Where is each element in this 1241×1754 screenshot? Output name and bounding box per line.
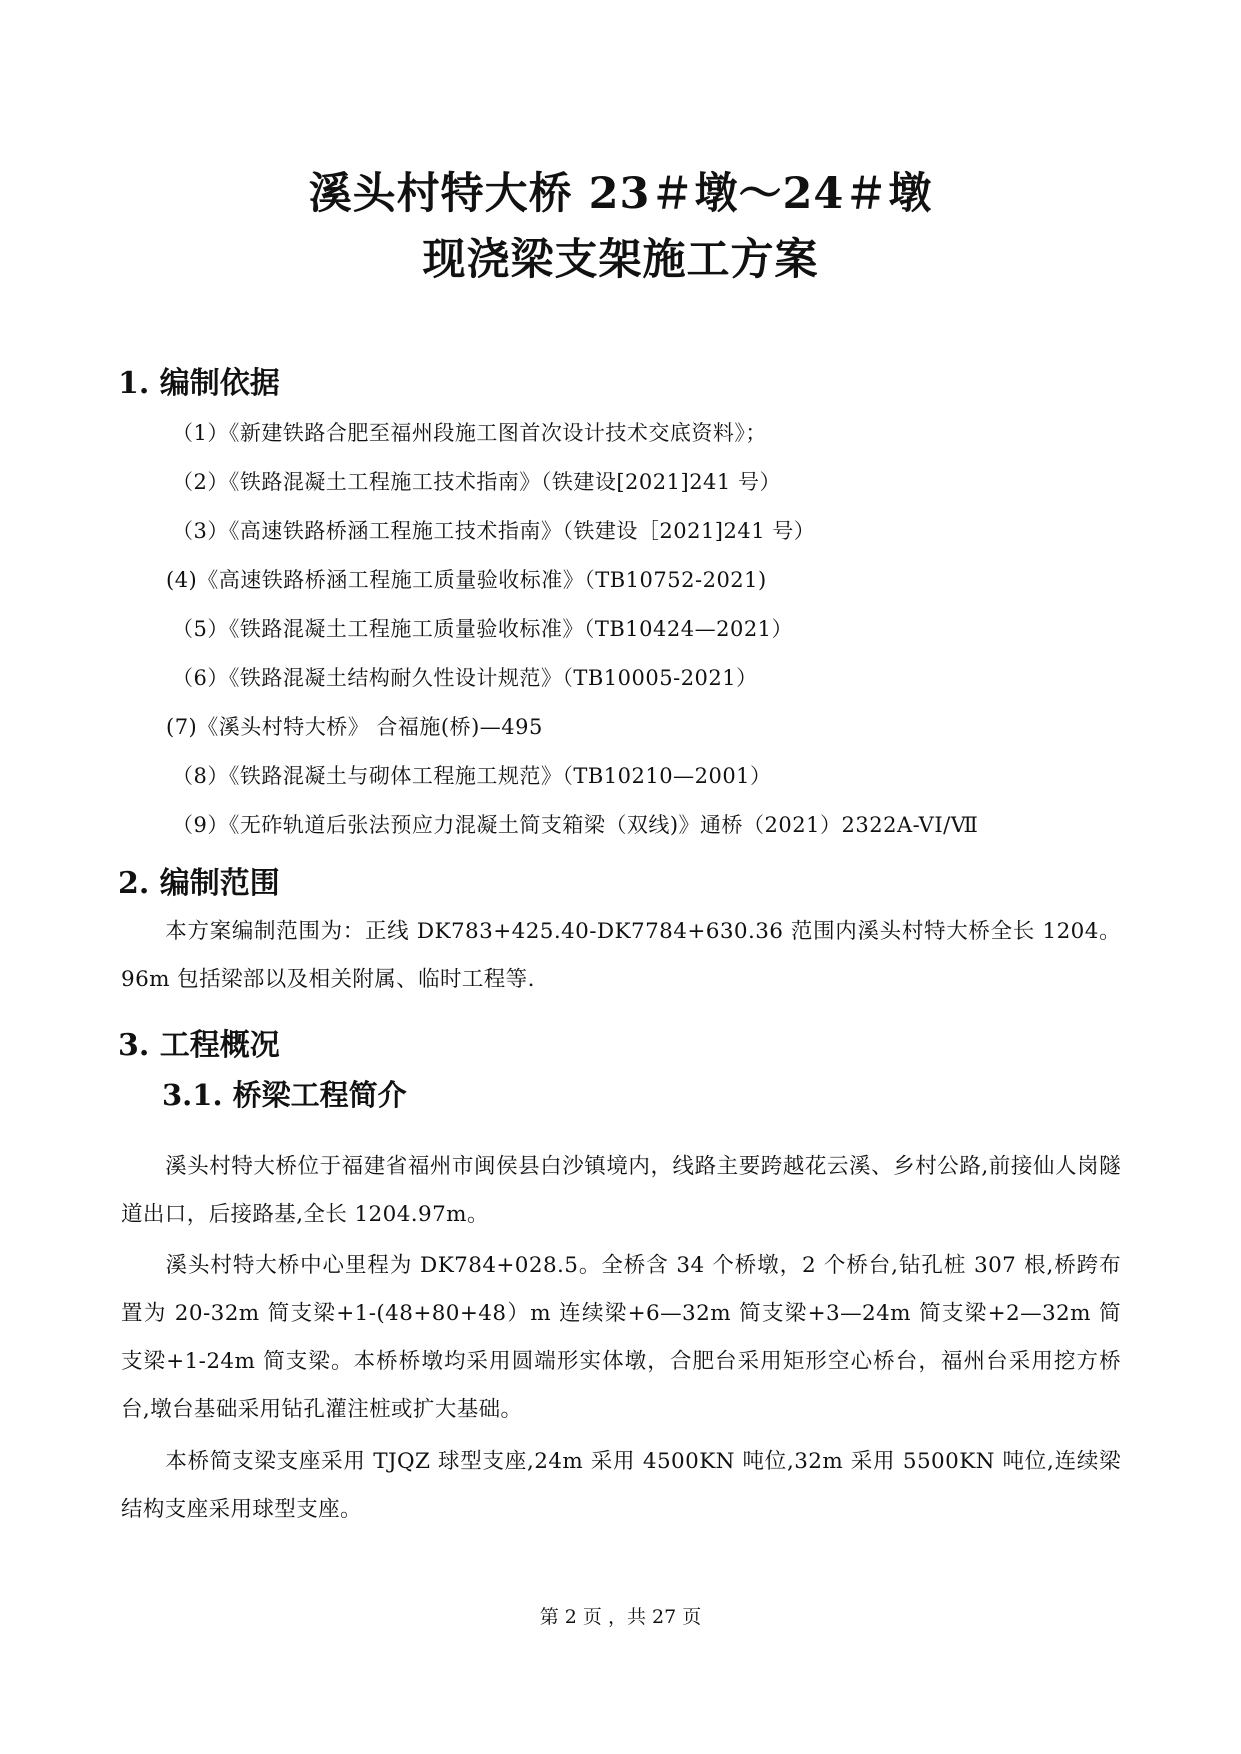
reference-item: （2）《铁路混凝土工程施工技术指南》（铁建设[2021]241 号） bbox=[172, 470, 781, 494]
overview-text: 溪头村特大桥位于福建省福州市闽侯县白沙镇境内，线路主要跨越花云溪、乡村公路,前接仙人岗隧道出口，后接路基,全长 1204.97m。 bbox=[121, 1154, 1121, 1227]
document-title-line-2: 现浇梁支架施工方案 bbox=[422, 235, 819, 285]
section-3-heading: 3. 工程概况 bbox=[118, 1028, 280, 1063]
overview-text: 溪头村特大桥中心里程为 DK784+028.5。全桥含 34 个桥墩，2 个桥台,钻孔桩 307 根,桥跨布置为 20-32m 简支梁+1-(48+80+48）m 连续梁+6—32m 简支梁+3—24m 简支梁+2—32m 简支梁+1-24m 简支梁。本桥桥墩均采用圆端形实体墩，合肥台采用矩形空心桥台，福州台采用挖方桥台,墩台基础采用钻孔灌注桩或扩大基础。 bbox=[121, 1253, 1121, 1422]
reference-item: （8）《铁路混凝土与砌体工程施工规范》（TB10210—2001） bbox=[172, 764, 772, 788]
overview-paragraph-3 bbox=[121, 1438, 1121, 1534]
document-title-line-1: 溪头村特大桥 23＃墩～24＃墩 bbox=[308, 169, 933, 219]
overview-text: 本桥简支梁支座采用 TJQZ 球型支座,24m 采用 4500KN 吨位,32m 采用 5500KN 吨位,连续梁结构支座采用球型支座。 bbox=[121, 1449, 1121, 1522]
reference-item: （3）《高速铁路桥涵工程施工技术指南》（铁建设［2021]241 号） bbox=[172, 519, 816, 543]
section-2-heading: 2. 编制范围 bbox=[118, 866, 280, 901]
reference-item: (7)《溪头村特大桥》 合福施(桥)—495 bbox=[166, 715, 543, 739]
page-number-footer: 第 2 页 ，共 27 页 bbox=[539, 1606, 702, 1628]
reference-item: （5）《铁路混凝土工程施工质量验收标准》（TB10424—2021） bbox=[172, 617, 794, 641]
reference-item: (4)《高速铁路桥涵工程施工质量验收标准》（TB10752-2021) bbox=[166, 568, 767, 592]
section-1-heading: 1. 编制依据 bbox=[118, 366, 280, 401]
overview-paragraph-2 bbox=[121, 1242, 1121, 1434]
overview-paragraph-1 bbox=[121, 1143, 1121, 1239]
scope-text: 本方案编制范围为：正线 DK783+425.40-DK7784+630.36 范围内溪头村特大桥全长 1204。96m 包括梁部以及相关附属、临时工程等. bbox=[121, 919, 1121, 992]
reference-item: （6）《铁路混凝土结构耐久性设计规范》（TB10005-2021） bbox=[172, 666, 758, 690]
scope-paragraph bbox=[121, 908, 1121, 1004]
reference-item: （1）《新建铁路合肥至福州段施工图首次设计技术交底资料》； bbox=[172, 421, 767, 445]
subsection-3-1-heading: 3.1. 桥梁工程简介 bbox=[162, 1078, 407, 1112]
reference-item: （9）《无砟轨道后张法预应力混凝土简支箱梁（双线)》通桥（2021）2322A-VI/Ⅶ bbox=[172, 813, 979, 837]
